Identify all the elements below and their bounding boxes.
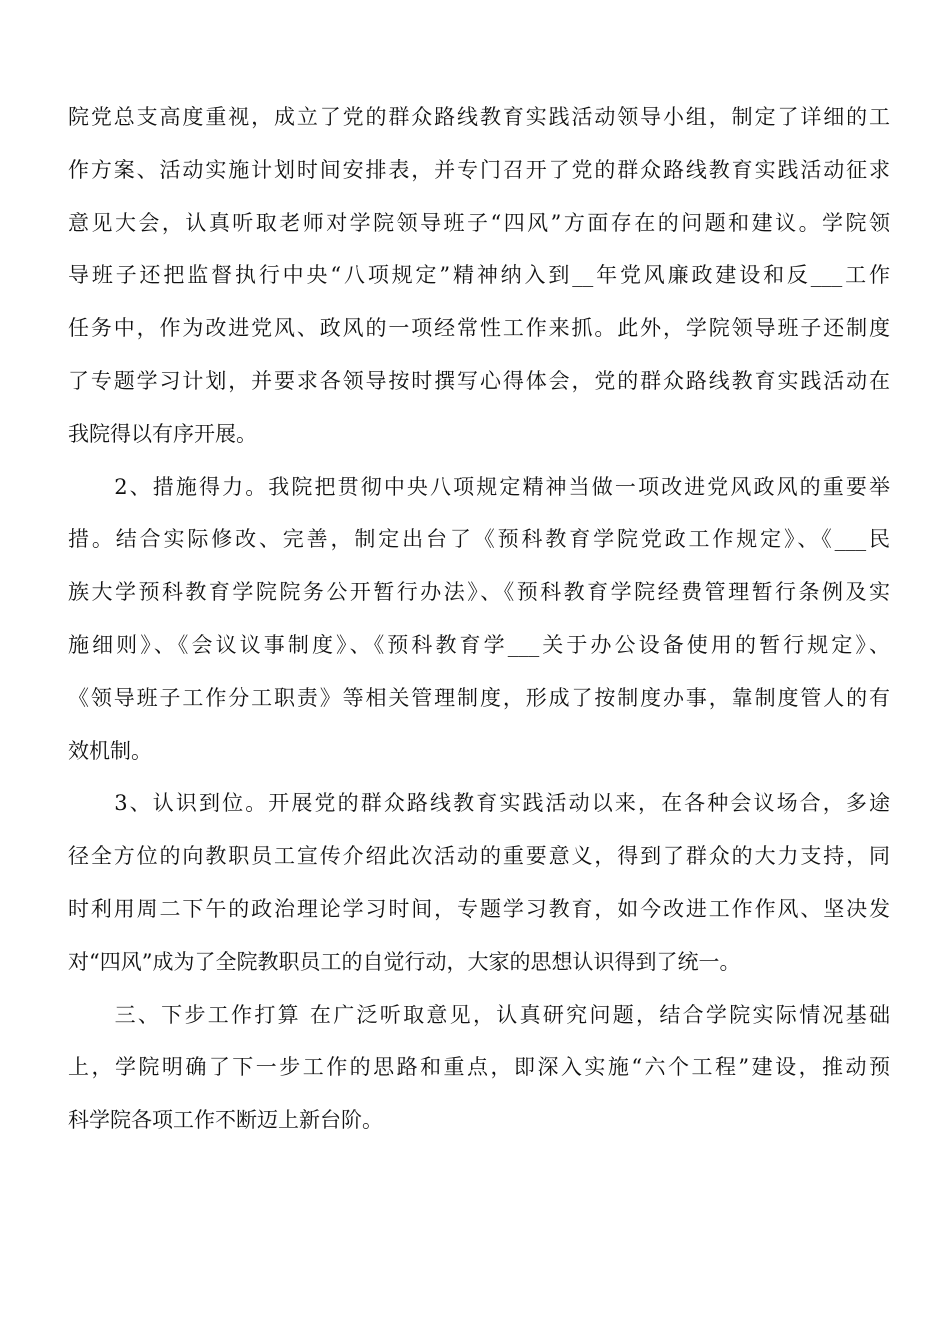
document-body: [68, 91, 890, 1147]
text-line: 导班子还把监督执行中央“八项规定”精神纳入到__年党风廉政建设和反___工作: [68, 263, 890, 288]
text-line: 对“四风”成为了全院教职员工的自觉行动，大家的思想认识得到了统一。: [68, 949, 741, 974]
text-line: 院党总支高度重视，成立了党的群众路线教育实践活动领导小组，制定了详细的工: [68, 105, 890, 129]
text-line: 我院得以有序开展。: [68, 421, 257, 446]
text-line: 族大学预科教育学院院务公开暂行办法》、《预科教育学院经费管理暂行条例及实: [68, 580, 890, 605]
text-line: 上，学院明确了下一步工作的思路和重点，即深入实施“六个工程”建设，推动预: [68, 1055, 890, 1080]
paragraph-leadership: [68, 91, 890, 461]
paragraph-next-steps: [68, 989, 890, 1147]
text-line: 施细则》、《会议议事制度》、《预科教育学___关于办公设备使用的暂行规定》、: [68, 632, 890, 657]
paragraph-measures: [68, 461, 890, 778]
text-line: 作方案、活动实施计划时间安排表，并专门召开了党的群众路线教育实践活动征求: [68, 157, 890, 182]
text-line: 意见大会，认真听取老师对学院领导班子“四风”方面存在的问题和建议。学院领: [68, 210, 890, 235]
text-line: 三、下步工作打算 在广泛听取意见，认真研究问题，结合学院实际情况基础: [68, 1002, 890, 1027]
text-line: 措。结合实际修改、完善，制定出台了《预科教育学院党政工作规定》、《___民: [68, 527, 890, 552]
text-line: 径全方位的向教职员工宣传介绍此次活动的重要意义，得到了群众的大力支持，同: [68, 844, 890, 869]
text-line: 《领导班子工作分工职责》等相关管理制度，形成了按制度办事，靠制度管人的有: [68, 685, 890, 710]
paragraph-awareness: [68, 777, 890, 988]
text-line: 效机制。: [68, 738, 152, 763]
text-line: 时利用周二下午的政治理论学习时间，专题学习教育，如今改进工作作风、坚决发: [68, 896, 890, 921]
text-line: 3、认识到位。开展党的群众路线教育实践活动以来，在各种会议场合，多途: [68, 791, 890, 816]
text-line: 2、措施得力。我院把贯彻中央八项规定精神当做一项改进党风政风的重要举: [68, 474, 890, 499]
text-line: 任务中，作为改进党风、政风的一项经常性工作来抓。此外，学院领导班子还制度: [68, 316, 890, 341]
text-line: 了专题学习计划，并要求各领导按时撰写心得体会，党的群众路线教育实践活动在: [68, 368, 890, 393]
text-line: 科学院各项工作不断迈上新台阶。: [68, 1108, 383, 1133]
